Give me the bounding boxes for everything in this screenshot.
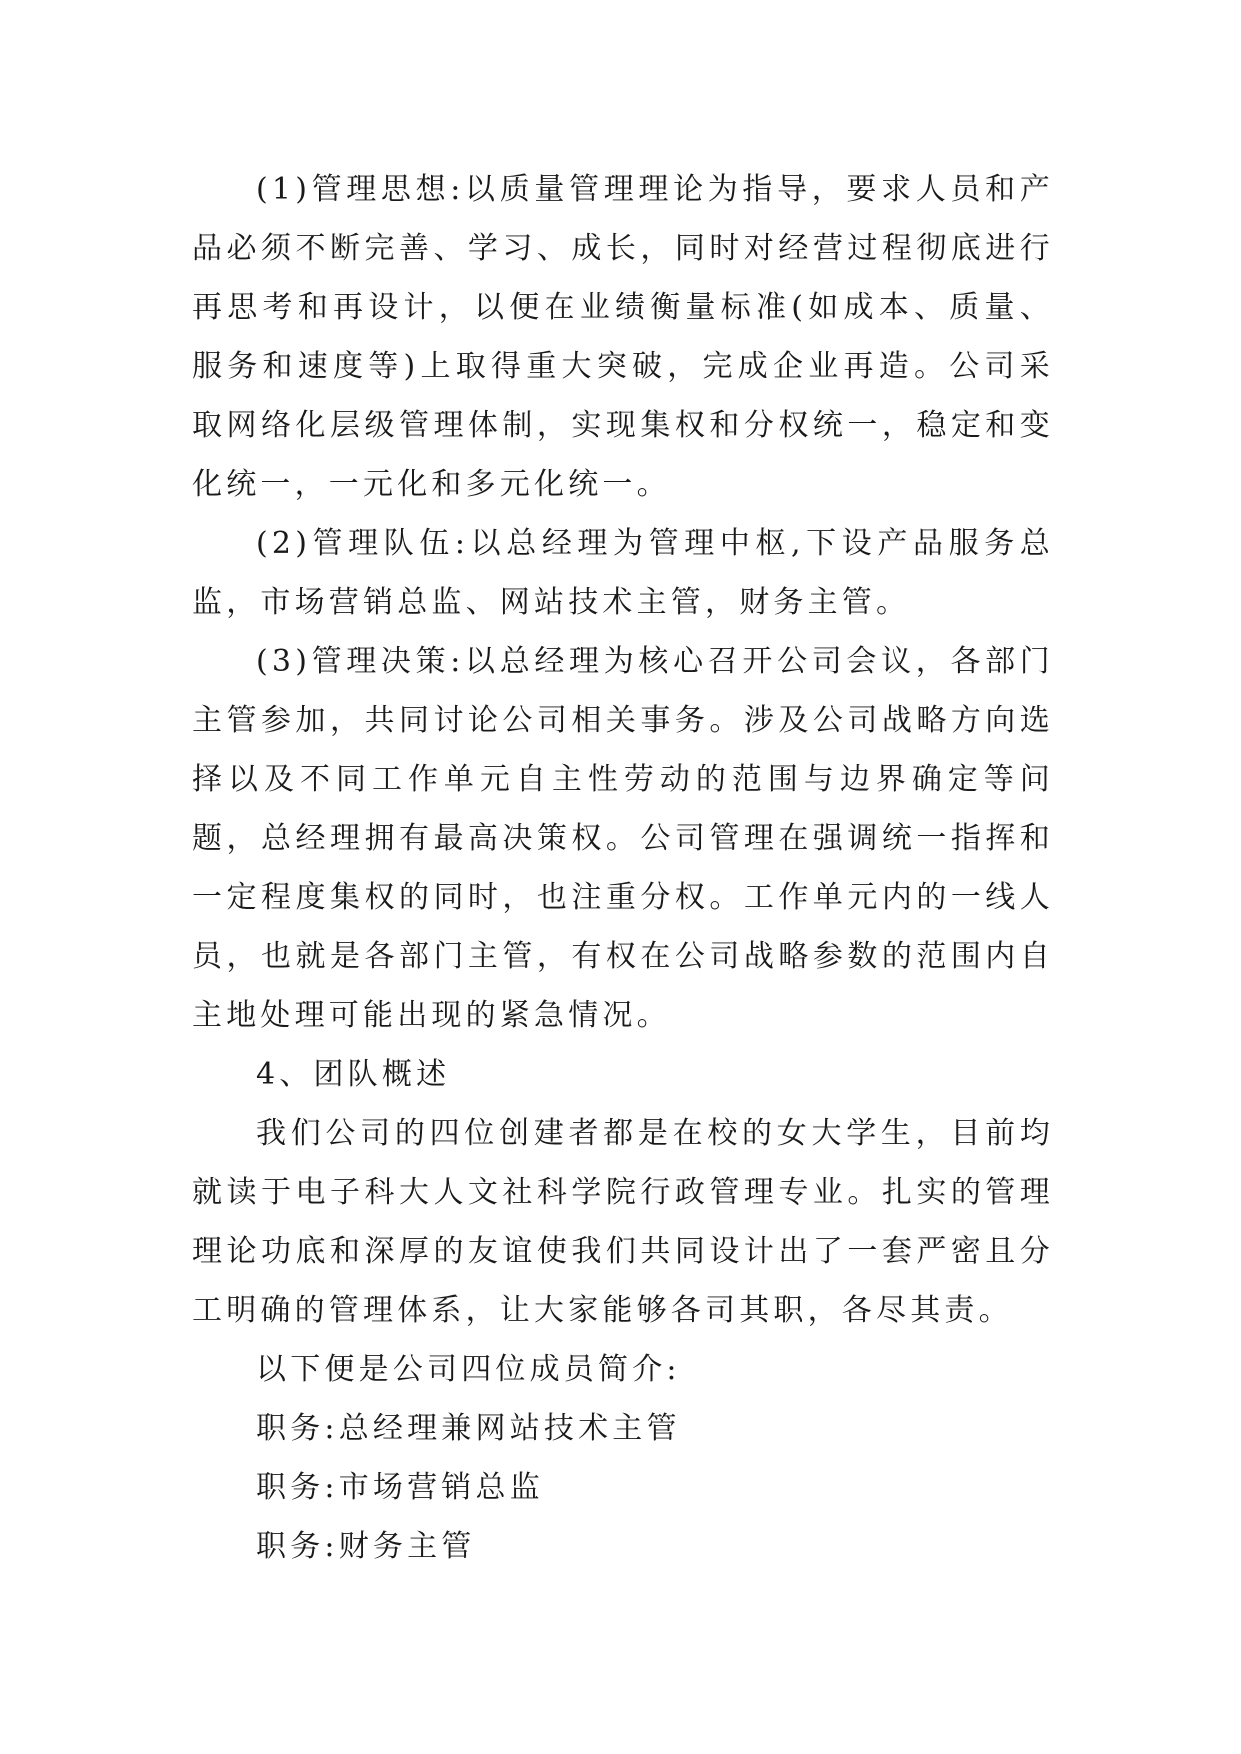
section-heading-team-overview: 4、团队概述 <box>256 1057 451 1092</box>
paragraph-management-team: (2)管理队伍:以总经理为管理中枢,下设产品服务总监，市场营销总监、网站技术主管，财务主管。 <box>192 526 1054 620</box>
paragraph-members-intro: 以下便是公司四位成员简介: <box>256 1352 681 1387</box>
member-role-3: 职务:财务主管 <box>256 1529 476 1564</box>
document-body <box>192 160 1054 1576</box>
paragraph-management-decision: (3)管理决策:以总经理为核心召开公司会议，各部门主管参加，共同讨论公司相关事务。涉及公司战略方向选择以及不同工作单元自主性劳动的范围与边界确定等问题，总经理拥有最高决策权。公司管理在强调统一指挥和一定程度集权的同时，也注重分权。工作单元内的一线人员，也就是各部门主管，有权在公司战略参数的范围内自主地处理可能出现的紧急情况。 <box>192 644 1054 1033</box>
paragraph-team-overview: 我们公司的四位创建者都是在校的女大学生，目前均就读于电子科大人文社科学院行政管理专业。扎实的管理理论功底和深厚的友谊使我们共同设计出了一套严密且分工明确的管理体系，让大家能够各司其职，各尽其责。 <box>192 1116 1054 1328</box>
member-role-1: 职务:总经理兼网站技术主管 <box>256 1411 681 1446</box>
member-role-2: 职务:市场营销总监 <box>256 1470 544 1505</box>
paragraph-management-philosophy: (1)管理思想:以质量管理理论为指导，要求人员和产品必须不断完善、学习、成长，同时对经营过程彻底进行再思考和再设计，以便在业绩衡量标准(如成本、质量、服务和速度等)上取得重大突破，完成企业再造。公司采取网络化层级管理体制，实现集权和分权统一，稳定和变化统一，一元化和多元化统一。 <box>192 172 1054 502</box>
